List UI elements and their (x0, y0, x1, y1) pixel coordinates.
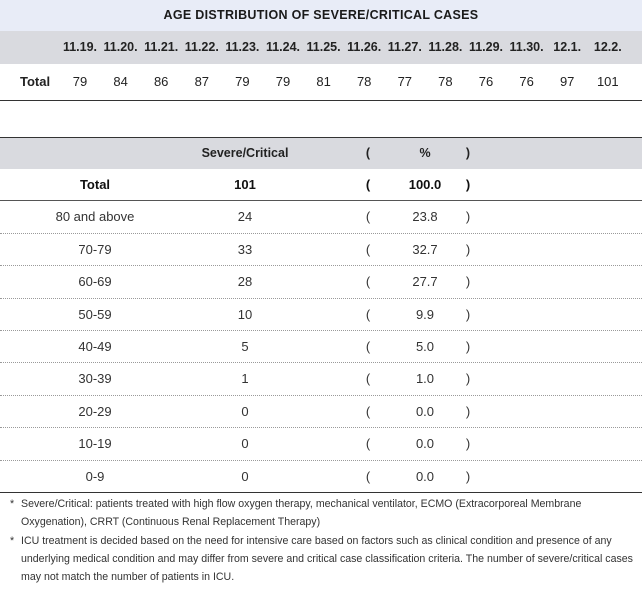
date-cell: 11.27. (387, 40, 422, 54)
age-percent: 32.7 (412, 241, 438, 257)
daily-total-row (0, 64, 642, 101)
date-cell: 12.2. (593, 40, 622, 54)
date-cell: 11.19. (62, 40, 98, 54)
header-percent: % (419, 146, 431, 160)
date-cell: 11.24. (265, 40, 301, 54)
date-cell: 11.20. (103, 40, 138, 54)
footnote (10, 532, 642, 587)
paren-open: ( (365, 468, 371, 484)
date-cell: 11.28. (428, 40, 463, 54)
age-total-row (0, 169, 642, 201)
paren-close: ) (465, 209, 471, 225)
age-percent: 27.7 (412, 274, 438, 290)
date-cell: 11.22. (184, 40, 219, 54)
footnotes (10, 495, 642, 586)
age-label: 10-19 (78, 436, 112, 452)
footnote-marker: * (10, 498, 15, 510)
age-count: 33 (237, 241, 253, 257)
age-count: 5 (241, 339, 249, 354)
footnote-marker: * (10, 534, 15, 547)
daily-total-value: 81 (316, 74, 331, 89)
date-cell: 11.25. (306, 40, 341, 54)
paren-close: ) (465, 306, 471, 322)
age-count: 10 (237, 306, 253, 322)
daily-total-value: 84 (113, 74, 128, 89)
age-count: 24 (237, 209, 253, 225)
age-count: 101 (234, 177, 256, 192)
age-table-header (0, 137, 642, 169)
date-cell: 11.30. (509, 40, 544, 54)
age-count: 1 (241, 371, 249, 387)
age-count: 0 (241, 468, 249, 484)
age-label: 70-79 (78, 241, 112, 257)
age-count: 0 (241, 436, 249, 452)
paren-open: ( (365, 177, 371, 192)
paren-open: ( (365, 274, 371, 290)
table-title: AGE DISTRIBUTION OF SEVERE/CRITICAL CASES (0, 0, 642, 31)
paren-open: ( (365, 403, 371, 419)
paren-close: ) (465, 468, 471, 484)
age-label: 80 and above (55, 209, 135, 225)
header-paren-close: ) (465, 146, 471, 160)
age-label: 50-59 (78, 306, 112, 322)
age-row (0, 266, 642, 298)
age-label: 60-69 (78, 274, 112, 290)
age-row (0, 234, 642, 266)
age-percent: 23.8 (412, 209, 438, 225)
paren-open: ( (365, 306, 371, 322)
age-percent: 0.0 (415, 403, 435, 419)
date-header-row (0, 31, 642, 64)
age-count: 28 (237, 274, 253, 290)
age-percent: 0.0 (415, 468, 435, 484)
age-label: 20-29 (78, 403, 112, 419)
age-percent: 9.9 (415, 306, 435, 322)
footnote-text: Severe/Critical: patients treated with high flow oxygen therapy, mechanical ventilator, ECMO (Extracorporeal Membrane Oxygenation), CRRT (Continuous Renal Replacement Therapy) (21, 498, 582, 529)
daily-total-value: 97 (559, 74, 575, 89)
daily-total-value: 78 (356, 74, 372, 89)
age-row (0, 363, 642, 395)
daily-total-value: 101 (596, 74, 619, 89)
age-row (0, 428, 642, 460)
paren-open: ( (365, 436, 371, 452)
paren-close: ) (465, 436, 471, 452)
daily-total-value: 79 (72, 74, 88, 89)
age-label: 30-39 (78, 371, 112, 387)
daily-total-value: 76 (519, 74, 534, 89)
age-label: 0-9 (85, 468, 105, 484)
paren-open: ( (365, 371, 371, 387)
paren-close: ) (465, 274, 471, 290)
date-cell: 11.26. (347, 40, 382, 54)
age-row (0, 461, 642, 493)
header-severe-critical: Severe/Critical (201, 146, 289, 160)
age-percent: 1.0 (415, 371, 435, 387)
date-cell: 11.21. (144, 40, 179, 54)
age-row (0, 299, 642, 331)
daily-total-value: 79 (235, 74, 250, 89)
paren-close: ) (465, 177, 471, 192)
paren-open: ( (365, 339, 371, 354)
paren-open: ( (365, 241, 371, 257)
paren-close: ) (465, 403, 471, 419)
paren-close: ) (465, 241, 471, 257)
age-percent: 5.0 (415, 339, 435, 354)
daily-total-value: 78 (438, 74, 453, 89)
daily-total-value: 86 (153, 74, 169, 89)
footnote (10, 495, 642, 532)
age-percent: 100.0 (408, 177, 442, 192)
age-percent: 0.0 (415, 436, 435, 452)
paren-close: ) (465, 339, 471, 354)
daily-total-label: Total (20, 74, 51, 89)
footnote-text: ICU treatment is decided based on the need for intensive care based on factors such as clinical condition and presence of any underlying medical condition and may differ from severe and critical case classification criteria. The number of severe/critical cases may not match the number of patients in ICU. (21, 534, 633, 584)
age-label: Total (79, 177, 111, 192)
daily-total-value: 87 (194, 74, 210, 89)
header-paren-open: ( (365, 146, 371, 160)
daily-total-value: 76 (478, 74, 494, 89)
paren-close: ) (465, 371, 471, 387)
date-cell: 11.23. (225, 40, 260, 54)
age-row (0, 331, 642, 363)
daily-total-value: 79 (275, 74, 291, 89)
paren-open: ( (365, 209, 371, 225)
date-cell: 11.29. (468, 40, 504, 54)
daily-total-value: 77 (397, 74, 413, 89)
date-cell: 12.1. (553, 40, 582, 54)
age-count: 0 (241, 403, 249, 419)
age-row (0, 396, 642, 428)
age-row (0, 201, 642, 233)
age-label: 40-49 (78, 339, 112, 354)
